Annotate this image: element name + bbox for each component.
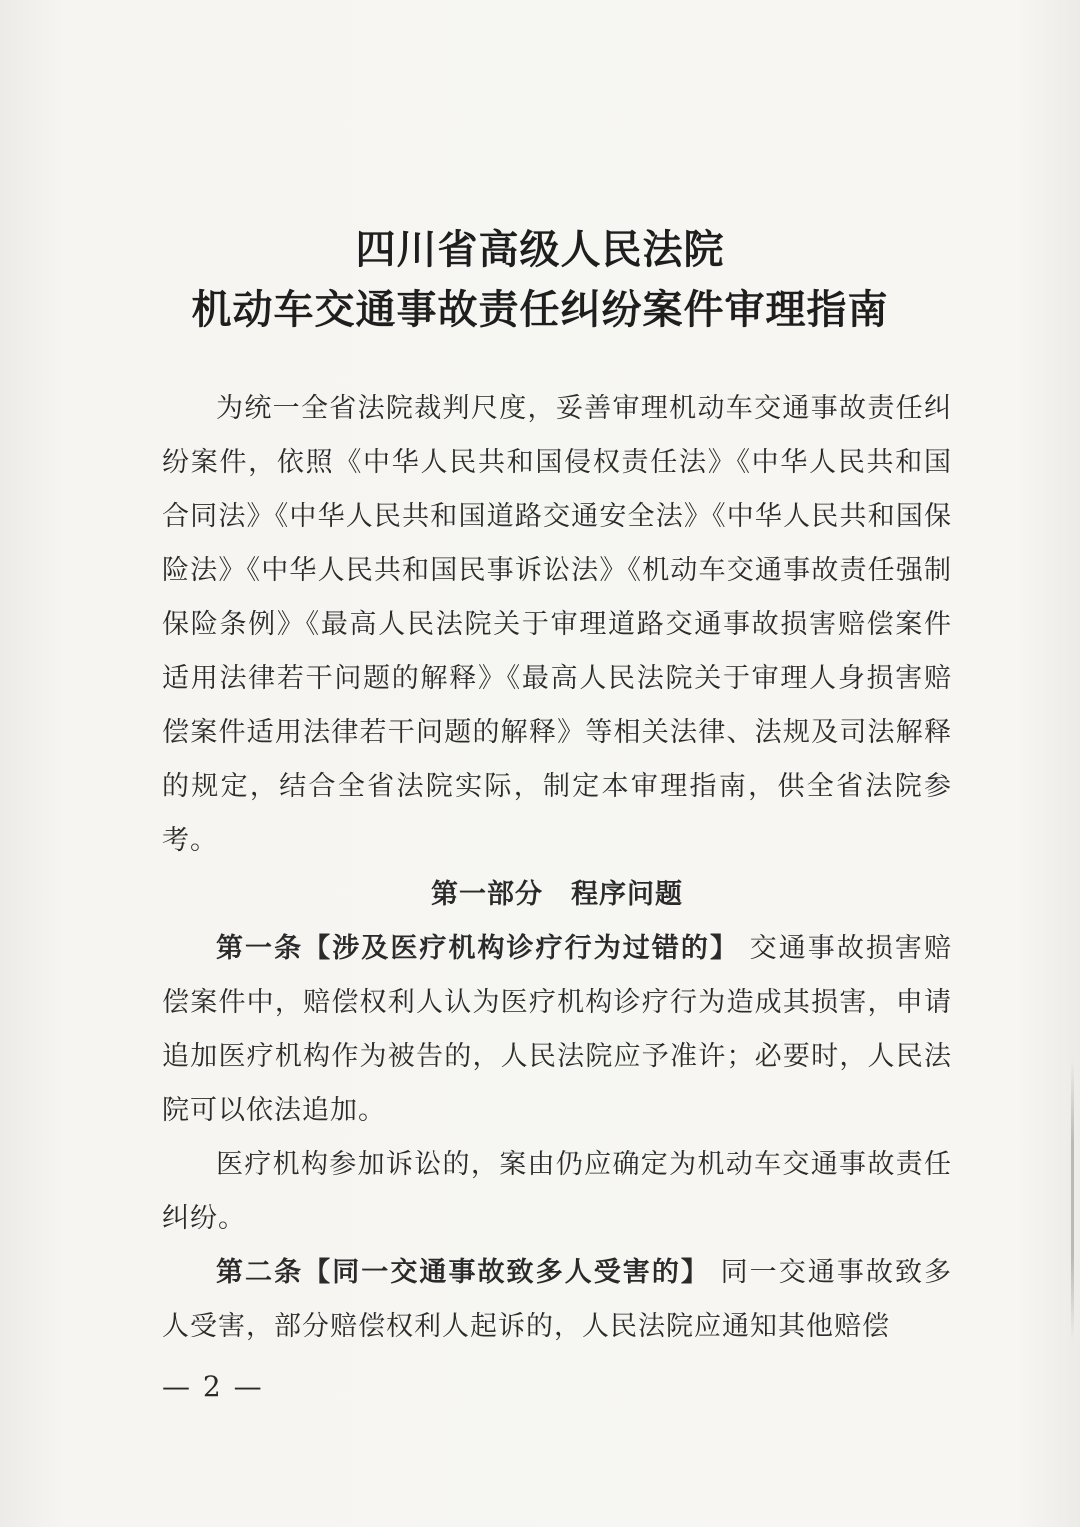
article-1-text: 交通事故损害赔偿案件中，赔偿权利人认为医疗机构诊疗行为造成其损害，申请追加医疗机构作为被告的，人民法院应予准许；必要时，人民法院可以依法追加。 [162, 933, 952, 1126]
article-2-paragraph [162, 1246, 952, 1354]
article-2-label: 第二条【同一交通事故致多人受害的】 [216, 1257, 710, 1288]
article-2-text: 同一交通事故致多人受害，部分赔偿权利人起诉的，人民法院应通知其他赔偿 [162, 1257, 953, 1342]
article-1-paragraph-2: 医疗机构参加诉讼的，案由仍应确定为机动车交通事故责任纠纷。 [162, 1149, 952, 1234]
part-heading: 第一部分 程序问题 [431, 879, 683, 910]
page-number: — 2 — [162, 1370, 264, 1403]
document-title-court: 四川省高级人民法院 [355, 226, 725, 273]
document-body [162, 382, 952, 1354]
article-1-paragraph [162, 922, 952, 1138]
intro-paragraph: 为统一全省法院裁判尺度，妥善审理机动车交通事故责任纠纷案件，依照《中华人民共和国侵权责任法》《中华人民共和国合同法》《中华人民共和国道路交通安全法》《中华人民共和国保险法》《中华人民共和国民事诉讼法》《机动车交通事故责任强制保险条例》《最高人民法院关于审理道路交通事故损害赔偿案件适用法律若干问题的解释》《最高人民法院关于审理人身损害赔偿案件适用法律若干问题的解释》等相关法律、法规及司法解释的规定，结合全省法院实际，制定本审理指南，供全省法院参考。 [162, 393, 952, 856]
document-title-guide: 机动车交通事故责任纠纷案件审理指南 [191, 286, 889, 333]
scan-edge-line [1071, 1060, 1074, 1340]
article-1-label: 第一条【涉及医疗机构诊疗行为过错的】 [216, 933, 740, 964]
